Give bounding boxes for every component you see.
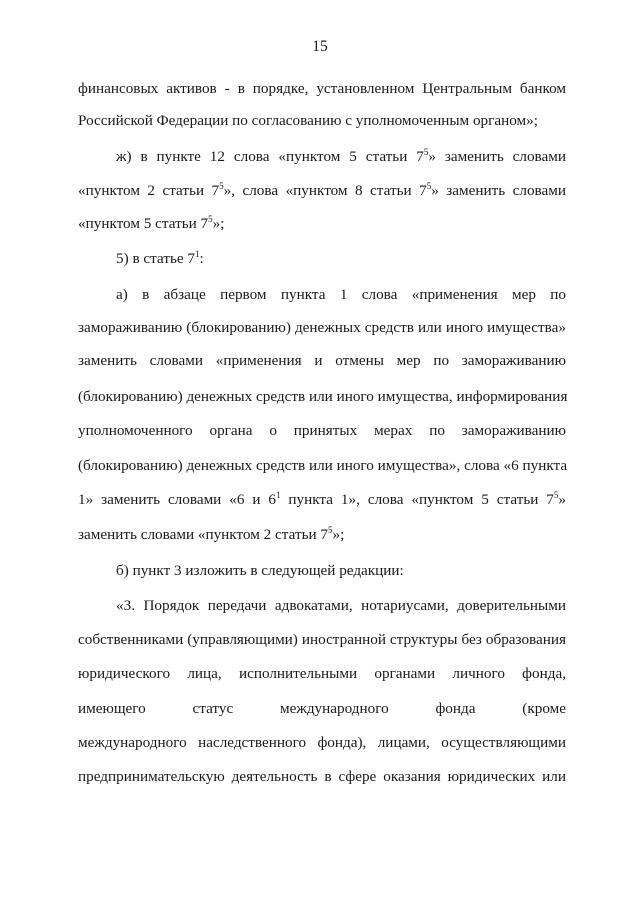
text-line-19: имеющего статус международного фонда (кроме — [78, 700, 566, 717]
page-number: 15 — [312, 38, 328, 55]
text-line-21: предпринимательскую деятельность в сфере оказания юридических или — [78, 768, 566, 785]
text-line-3: ж) в пункте 12 слова «пунктом 5 статьи $7^5$» заменить словами — [116, 147, 566, 165]
text-line-2: Российской Федерации по согласованию с уполномоченным органом»; — [78, 112, 538, 129]
text-line-11: уполномоченного органа о принятых мерах по замораживанию — [78, 422, 566, 439]
text-line-12: (блокированию) денежных средств или иного имущества», слова «6 пункта — [78, 457, 568, 474]
text-line-15: б) пункт 3 изложить в следующей редакции: — [116, 562, 404, 579]
text-line-16: «3. Порядок передачи адвокатами, нотариусами, доверительными — [116, 597, 566, 614]
text-line-20: международного наследственного фонда), лицами, осуществляющими — [78, 734, 566, 751]
text-line-5: «пунктом 5 статьи $7^5$»; — [78, 214, 225, 232]
text-line-18: юридического лица, исполнительными органами личного фонда, — [78, 665, 566, 682]
text-line-10: (блокированию) денежных средств или иного имущества, информирования — [78, 388, 568, 405]
text-line-8: замораживанию (блокированию) денежных средств или иного имущества» — [78, 319, 566, 336]
text-line-13: 1» заменить словами «6 и $6^1$ пункта 1», слова «пунктом 5 статьи $7^5$» — [78, 490, 566, 508]
text-line-17: собственниками (управляющими) иностранной структуры без образования — [78, 631, 566, 648]
text-line-1: финансовых активов - в порядке, установленном Центральным банком — [78, 80, 566, 97]
text-line-6: 5) в статье $7^1$: — [116, 249, 204, 267]
text-line-14: заменить словами «пунктом 2 статьи $7^5$»; — [78, 525, 345, 543]
text-line-9: заменить словами «применения и отмены мер по замораживанию — [78, 352, 566, 369]
text-line-4: «пунктом 2 статьи $7^5$», слова «пунктом 8 статьи $7^5$» заменить словами — [78, 181, 567, 199]
text-line-7: а) в абзаце первом пункта 1 слова «применения мер по — [116, 286, 566, 303]
